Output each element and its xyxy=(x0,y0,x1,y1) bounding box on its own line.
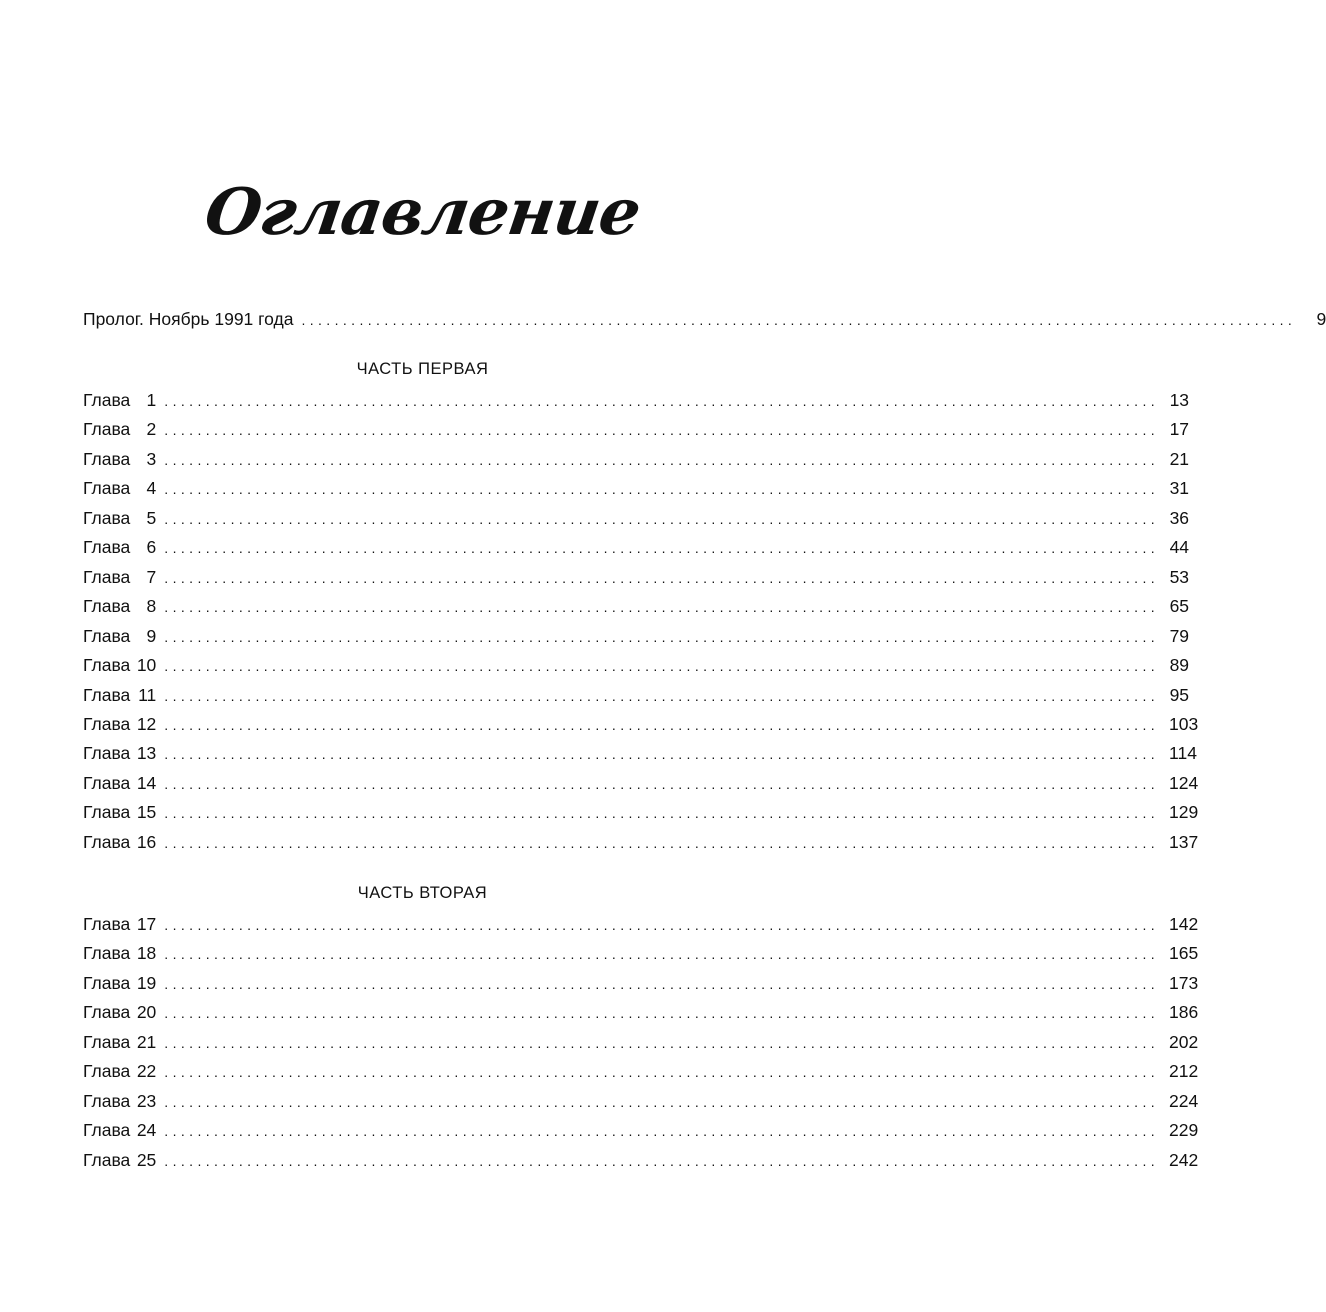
toc-entry-chapter[interactable] xyxy=(83,799,1199,825)
dot-leader: ........................................................................................................................ xyxy=(164,746,1160,763)
dot-leader: ........................................................................................................................ xyxy=(164,422,1160,439)
toc-entry-label xyxy=(83,829,156,855)
toc-entry-chapter[interactable] xyxy=(83,1088,1199,1114)
toc-entry-page: 124 xyxy=(1169,772,1199,793)
dot-leader: ........................................................................................................................ xyxy=(164,393,1160,409)
dot-leader: ........................................................................................................................ xyxy=(164,451,1160,468)
chapter-word: Глава xyxy=(83,478,131,499)
chapter-word: Глава xyxy=(83,1061,131,1082)
chapter-number: 12 xyxy=(136,713,157,734)
chapter-word: Глава xyxy=(83,1031,131,1052)
chapter-word: Глава xyxy=(83,596,131,617)
toc-entry-page: 65 xyxy=(1169,596,1190,617)
toc-entry-label xyxy=(83,387,156,413)
toc-entry-label xyxy=(83,711,156,737)
dot-leader: ........................................................................................................................ xyxy=(164,716,1160,733)
dot-leader: ........................................................................................................................ xyxy=(164,510,1160,527)
toc-entry-label xyxy=(83,416,156,442)
chapter-word: Глава xyxy=(83,1120,131,1141)
toc-entry-label xyxy=(83,740,156,766)
toc-entry-label xyxy=(83,564,156,590)
toc-entry-label xyxy=(83,1088,156,1114)
toc-entry-chapter[interactable] xyxy=(83,999,1199,1025)
toc-entry-page: 103 xyxy=(1169,713,1199,734)
dot-leader: ........................................................................................................................ xyxy=(164,1093,1160,1110)
toc-entry-page: 224 xyxy=(1169,1090,1199,1111)
toc-entry-chapter[interactable] xyxy=(83,416,1190,442)
toc-entry-chapter[interactable] xyxy=(83,1058,1199,1084)
chapter-number: 15 xyxy=(136,802,157,823)
dot-leader: ........................................................................................................................ xyxy=(164,834,1160,851)
toc-entry-label xyxy=(83,505,156,531)
toc-entry-page: 137 xyxy=(1169,831,1199,852)
chapter-number: 17 xyxy=(136,914,157,934)
toc-entry-page: 114 xyxy=(1169,743,1197,764)
chapter-word: Глава xyxy=(83,713,131,734)
toc-entry-chapter[interactable] xyxy=(83,593,1190,619)
toc-entry-label xyxy=(83,446,156,472)
chapter-word: Глава xyxy=(83,1002,131,1023)
chapter-word: Глава xyxy=(83,1149,131,1170)
dot-leader: ........................................................................................................................ xyxy=(164,569,1160,586)
toc-entry-label xyxy=(83,911,156,937)
toc-entry-label xyxy=(83,682,156,708)
chapter-number: 8 xyxy=(146,596,157,617)
toc-entry-page: 95 xyxy=(1169,684,1190,705)
chapter-number: 14 xyxy=(136,772,157,793)
toc-entry-page: 129 xyxy=(1169,802,1199,823)
toc-entry-page: 242 xyxy=(1169,1149,1199,1170)
page-title: Оглавление xyxy=(200,175,645,250)
dot-leader: ........................................................................................................................ xyxy=(164,687,1160,704)
chapter-number: 10 xyxy=(136,655,157,676)
toc-entry-chapter[interactable] xyxy=(83,682,1190,708)
chapter-word: Глава xyxy=(83,625,131,646)
chapter-word: Глава xyxy=(83,448,131,469)
toc-entry-chapter[interactable] xyxy=(83,970,1199,996)
dot-leader: ........................................................................................................................ xyxy=(164,1034,1160,1051)
toc-entry-page: 212 xyxy=(1169,1061,1199,1082)
toc-entry-page: 142 xyxy=(1169,914,1199,934)
toc-entry-chapter[interactable] xyxy=(83,564,1190,590)
chapter-word: Глава xyxy=(83,537,131,558)
toc-entry-page: 186 xyxy=(1169,1002,1199,1023)
dot-leader: ........................................................................................................................ xyxy=(164,946,1160,963)
chapter-word: Глава xyxy=(83,684,131,705)
chapter-word: Глава xyxy=(83,914,131,934)
chapter-word: Глава xyxy=(83,972,131,993)
toc-entry-chapter[interactable] xyxy=(83,740,1197,766)
toc-entry-label xyxy=(83,1147,156,1173)
toc-entry-label xyxy=(83,970,156,996)
chapter-number: 9 xyxy=(146,625,157,646)
toc-entry-chapter[interactable] xyxy=(83,1029,1199,1055)
toc-entry-chapter[interactable] xyxy=(83,829,1199,855)
toc-entry-label xyxy=(83,1058,156,1084)
dot-leader: ........................................................................................................................ xyxy=(164,775,1160,792)
toc-entry-page: 21 xyxy=(1169,448,1190,469)
toc-entry-page: 165 xyxy=(1169,943,1199,964)
dot-leader: ........................................................................................................................ xyxy=(164,628,1160,645)
chapter-word: Глава xyxy=(83,802,131,823)
chapter-number: 11 xyxy=(138,684,157,705)
toc-entry-chapter[interactable] xyxy=(83,534,1190,560)
dot-leader: ........................................................................................................................ xyxy=(301,312,1297,328)
toc-entry-page: 13 xyxy=(1169,390,1190,410)
chapter-number: 24 xyxy=(136,1120,157,1141)
chapter-number: 3 xyxy=(146,448,157,469)
toc-entry-page: 17 xyxy=(1169,419,1190,440)
toc-entry-page: 44 xyxy=(1169,537,1190,558)
toc-entry-page: 229 xyxy=(1169,1120,1199,1141)
chapter-number: 25 xyxy=(136,1149,157,1170)
chapter-number: 21 xyxy=(136,1031,157,1052)
chapter-number: 13 xyxy=(136,743,157,764)
toc-entry-chapter[interactable] xyxy=(83,711,1199,737)
chapter-word: Глава xyxy=(83,743,131,764)
toc-entry-prologue[interactable] xyxy=(83,306,1326,332)
toc-entry-page: 31 xyxy=(1169,478,1190,499)
chapter-word: Глава xyxy=(83,655,131,676)
toc-entry-page: 202 xyxy=(1169,1031,1199,1052)
toc-entry-label xyxy=(83,623,156,649)
dot-leader: ........................................................................................................................ xyxy=(164,805,1160,822)
toc-entry-chapter[interactable] xyxy=(83,505,1190,531)
toc-entry-page: 173 xyxy=(1169,972,1199,993)
toc-entry-label xyxy=(83,475,156,501)
toc-entry-chapter[interactable] xyxy=(83,911,1199,937)
chapter-number: 4 xyxy=(146,478,157,499)
toc-entry-page: 53 xyxy=(1169,566,1190,587)
chapter-word: Глава xyxy=(83,390,131,410)
dot-leader: ........................................................................................................................ xyxy=(164,917,1160,933)
toc-entry-label xyxy=(83,770,156,796)
chapter-word: Глава xyxy=(83,772,131,793)
toc-entry-label xyxy=(83,1117,156,1143)
part-heading-2: ЧАСТЬ ВТОРАЯ xyxy=(357,884,488,902)
toc-entry-chapter[interactable] xyxy=(83,387,1190,413)
toc-entry-chapter[interactable] xyxy=(83,1117,1199,1143)
part-heading-1: ЧАСТЬ ПЕРВАЯ xyxy=(356,360,489,378)
chapter-word: Глава xyxy=(83,419,131,440)
dot-leader: ........................................................................................................................ xyxy=(164,481,1160,498)
dot-leader: ........................................................................................................................ xyxy=(164,599,1160,616)
chapter-number: 2 xyxy=(146,419,157,440)
dot-leader: ........................................................................................................................ xyxy=(164,658,1160,675)
toc-entry-label: Пролог. Ноябрь 1991 года xyxy=(83,309,294,329)
chapter-word: Глава xyxy=(83,831,131,852)
toc-entry-chapter[interactable] xyxy=(83,623,1190,649)
toc-entry-page: 79 xyxy=(1169,625,1190,646)
toc-entry-chapter[interactable] xyxy=(83,652,1190,678)
chapter-word: Глава xyxy=(83,566,131,587)
chapter-word: Глава xyxy=(83,1090,131,1111)
dot-leader: ........................................................................................................................ xyxy=(164,1123,1160,1140)
chapter-number: 23 xyxy=(136,1090,157,1111)
chapter-number: 5 xyxy=(146,507,157,528)
dot-leader: ........................................................................................................................ xyxy=(164,1005,1160,1022)
toc-entry-chapter[interactable] xyxy=(83,1147,1199,1173)
toc-entry-label xyxy=(83,799,156,825)
toc-entry-page: 36 xyxy=(1169,507,1190,528)
dot-leader: ........................................................................................................................ xyxy=(164,1152,1160,1169)
toc-entry-chapter[interactable] xyxy=(83,446,1190,472)
chapter-number: 7 xyxy=(146,566,157,587)
chapter-number: 18 xyxy=(136,943,157,964)
toc-entry-label xyxy=(83,534,156,560)
toc-entry-page: 9 xyxy=(1316,309,1326,329)
chapter-number: 22 xyxy=(136,1061,157,1082)
dot-leader: ........................................................................................................................ xyxy=(164,975,1160,992)
chapter-number: 20 xyxy=(136,1002,157,1023)
chapter-number: 6 xyxy=(146,537,157,558)
chapter-word: Глава xyxy=(83,943,131,964)
chapter-number: 1 xyxy=(146,390,157,410)
chapter-number: 19 xyxy=(136,972,157,993)
chapter-word: Глава xyxy=(83,507,131,528)
toc-entry-label xyxy=(83,652,156,678)
toc-entry-label xyxy=(83,1029,156,1055)
toc-entry-label xyxy=(83,999,156,1025)
dot-leader: ........................................................................................................................ xyxy=(164,1064,1160,1081)
toc-entry-label xyxy=(83,940,156,966)
chapter-number: 16 xyxy=(136,831,157,852)
toc-entry-chapter[interactable] xyxy=(83,940,1199,966)
toc-entry-page: 89 xyxy=(1169,655,1190,676)
toc-entry-chapter[interactable] xyxy=(83,475,1190,501)
dot-leader: ........................................................................................................................ xyxy=(164,540,1160,557)
toc-entry-label xyxy=(83,593,156,619)
toc-entry-chapter[interactable] xyxy=(83,770,1199,796)
